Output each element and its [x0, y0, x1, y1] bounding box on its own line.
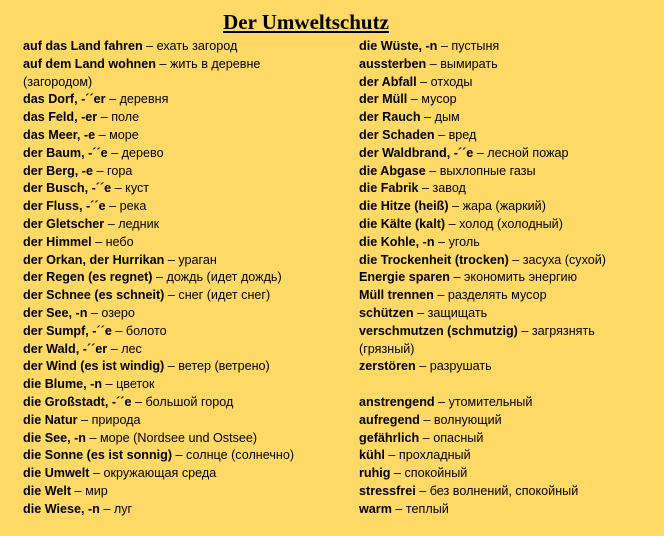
russian-translation: – холод (холодный)	[445, 216, 563, 231]
vocab-entry	[359, 38, 659, 56]
vocab-entry	[23, 252, 353, 270]
vocab-entry	[23, 145, 353, 163]
russian-translation: – мир	[71, 483, 108, 498]
russian-translation: – волнующий	[419, 412, 502, 427]
russian-translation: – дерево	[107, 145, 164, 160]
russian-translation: (загородом)	[23, 74, 93, 89]
russian-translation: – вред	[434, 127, 477, 142]
vocab-entry	[23, 412, 353, 430]
vocab-entry	[23, 109, 353, 127]
german-term: die Wüste, -n	[359, 39, 438, 53]
vocab-entry	[359, 483, 659, 501]
german-term: auf das Land fahren	[23, 39, 143, 53]
russian-translation: – разрушать	[415, 359, 492, 374]
german-term: das Meer, -e	[23, 127, 96, 142]
german-term: das Feld, -er	[23, 110, 98, 125]
vocab-entry	[23, 56, 353, 74]
russian-translation: – пустыня	[437, 39, 500, 53]
vocab-entry	[359, 394, 659, 412]
vocab-entry	[23, 358, 353, 376]
german-term: warm	[359, 501, 392, 516]
russian-translation: – окружающая среда	[89, 466, 217, 481]
german-term: die Welt	[23, 483, 72, 498]
russian-translation: – море	[95, 127, 139, 142]
vocab-entry	[23, 376, 353, 394]
german-term: der Rauch	[359, 110, 421, 125]
russian-translation: – засуха (сухой)	[508, 252, 606, 267]
russian-translation: – лесной пожар	[473, 145, 569, 160]
german-term: der Fluss, -´´e	[23, 199, 106, 214]
german-term: der Schnee (es schneit)	[23, 288, 165, 303]
vocab-entry	[23, 341, 353, 359]
german-term: der See, -n	[23, 305, 88, 320]
vocab-entry	[359, 198, 659, 216]
vocab-entry	[23, 234, 353, 252]
german-term: die See, -n	[23, 430, 86, 445]
german-term: der Müll	[359, 92, 408, 107]
german-term: ruhig	[359, 466, 391, 481]
vocab-entry	[359, 163, 659, 181]
vocab-entry	[359, 323, 659, 341]
german-term: die Blume, -n	[23, 377, 103, 392]
german-term: schützen	[359, 305, 414, 320]
russian-translation: – отходы	[416, 74, 473, 89]
german-term: der Waldbrand, -´´e	[359, 145, 474, 160]
russian-translation: – экономить энергию	[450, 270, 578, 285]
vocab-entry	[23, 305, 353, 323]
vocab-entry	[23, 483, 353, 501]
german-term: zerstören	[359, 359, 416, 374]
vocab-entry	[359, 145, 659, 163]
page-title: Der Umweltschutz	[223, 10, 389, 34]
russian-translation: – луг	[99, 501, 133, 516]
russian-translation: – большой город	[131, 394, 234, 409]
russian-translation: – ледник	[104, 216, 160, 231]
german-term: die Umwelt	[23, 466, 90, 481]
russian-translation: – ехать загород	[142, 39, 238, 53]
german-term: die Kälte (kalt)	[359, 216, 446, 231]
german-term: der Sumpf, -´´e	[23, 323, 112, 338]
vocab-entry	[359, 91, 659, 109]
german-term: verschmutzen (schmutzig)	[359, 323, 518, 338]
russian-translation: – разделять мусор	[433, 288, 547, 303]
vocab-entry	[359, 180, 659, 198]
russian-translation: – солнце (солнечно)	[172, 448, 295, 463]
german-term: auf dem Land wohnen	[23, 56, 156, 71]
russian-translation: – защищать	[413, 305, 488, 320]
vocab-entry	[359, 412, 659, 430]
russian-translation: – загрязнять	[517, 323, 595, 338]
russian-translation: – дождь (идет дождь)	[152, 270, 282, 285]
vocab-entry	[23, 91, 353, 109]
german-term: der Abfall	[359, 74, 417, 89]
german-term: der Gletscher	[23, 216, 105, 231]
german-term: anstrengend	[359, 394, 435, 409]
vocab-entry	[23, 163, 353, 181]
german-term: die Trockenheit (trocken)	[359, 252, 509, 267]
russian-translation: – мусор	[407, 92, 457, 107]
vocab-entry	[359, 109, 659, 127]
vocab-entry	[359, 341, 659, 359]
vocab-entry	[23, 127, 353, 145]
russian-translation: – жить в деревне	[155, 56, 261, 71]
vocab-entry	[359, 430, 659, 448]
russian-translation: – ураган	[164, 252, 217, 267]
russian-translation: – дым	[420, 110, 460, 125]
russian-translation: – лес	[107, 341, 142, 356]
vocab-entry	[359, 74, 659, 92]
vocab-entry	[23, 74, 353, 92]
german-term: der Baum, -´´e	[23, 145, 108, 160]
russian-translation: – утомительный	[434, 394, 533, 409]
vocab-entry	[359, 234, 659, 252]
vocab-column-left	[23, 38, 353, 519]
vocab-entry	[23, 430, 353, 448]
russian-translation: – выхлопные газы	[425, 163, 536, 178]
german-term: gefährlich	[359, 430, 420, 445]
russian-translation: – поле	[97, 110, 140, 125]
russian-translation: (грязный)	[359, 341, 415, 356]
vocab-entry	[23, 198, 353, 216]
german-term: der Schaden	[359, 127, 435, 142]
russian-translation: – снег (идет снег)	[164, 288, 271, 303]
vocab-entry	[359, 447, 659, 465]
german-term: Müll trennen	[359, 288, 434, 303]
russian-translation: – вымирать	[426, 56, 498, 71]
vocab-entry	[359, 358, 659, 376]
german-term: die Wiese, -n	[23, 501, 100, 516]
vocab-entry	[359, 127, 659, 145]
vocab-entry	[23, 447, 353, 465]
german-term: die Abgase	[359, 163, 426, 178]
russian-translation: – море (Nordsee und Ostsee)	[86, 430, 258, 445]
vocab-entry	[23, 323, 353, 341]
russian-translation: – уголь	[434, 234, 480, 249]
russian-translation: – прохладный	[384, 448, 471, 463]
vocab-entry	[23, 38, 353, 56]
russian-translation: – река	[105, 199, 147, 214]
vocab-entry	[23, 287, 353, 305]
vocab-entry	[359, 501, 659, 519]
russian-translation: – деревня	[105, 92, 169, 107]
german-term: das Dorf, -´´er	[23, 92, 106, 107]
russian-translation: – небо	[91, 234, 134, 249]
german-term: der Wind (es ist windig)	[23, 359, 165, 374]
german-term: der Wald, -´´er	[23, 341, 108, 356]
vocab-column-right	[359, 38, 659, 519]
vocab-entry	[23, 394, 353, 412]
vocab-entry	[23, 269, 353, 287]
vocab-entry	[23, 180, 353, 198]
german-term: kühl	[359, 448, 385, 463]
russian-translation: – цветок	[102, 377, 155, 392]
russian-translation: – куст	[111, 181, 150, 196]
german-term: Energie sparen	[359, 270, 450, 285]
russian-translation: – озеро	[87, 305, 135, 320]
russian-translation: – завод	[418, 181, 466, 196]
german-term: stressfrei	[359, 483, 416, 498]
vocab-entry	[359, 216, 659, 234]
vocab-entry	[359, 269, 659, 287]
vocab-entry	[359, 287, 659, 305]
russian-translation: – теплый	[391, 501, 449, 516]
vocab-entry	[359, 252, 659, 270]
vocab-entry	[23, 465, 353, 483]
german-term: der Busch, -´´e	[23, 181, 112, 196]
russian-translation: – природа	[77, 412, 141, 427]
german-term: der Berg, -e	[23, 163, 93, 178]
german-term: die Kohle, -n	[359, 234, 435, 249]
vocab-entry	[23, 216, 353, 234]
vocab-entry	[359, 305, 659, 323]
german-term: die Sonne (es ist sonnig)	[23, 448, 173, 463]
russian-translation: – опасный	[419, 430, 484, 445]
german-term: die Natur	[23, 412, 78, 427]
vocab-entry	[359, 56, 659, 74]
russian-translation: – болото	[111, 323, 167, 338]
german-term: der Regen (es regnet)	[23, 270, 153, 285]
german-term: der Orkan, der Hurrikan	[23, 252, 165, 267]
vocab-entry	[23, 501, 353, 519]
german-term: die Fabrik	[359, 181, 419, 196]
russian-translation: – спокойный	[390, 466, 468, 481]
vocab-entry	[359, 465, 659, 483]
russian-translation: – ветер (ветрено)	[164, 359, 270, 374]
german-term: aussterben	[359, 56, 427, 71]
russian-translation: – без волнений, спокойный	[415, 483, 579, 498]
russian-translation: – жара (жаркий)	[448, 199, 546, 214]
german-term: die Hitze (heiß)	[359, 199, 449, 214]
german-term: die Großstadt, -´´e	[23, 394, 132, 409]
spacer	[359, 376, 659, 394]
russian-translation: – гора	[93, 163, 133, 178]
german-term: aufregend	[359, 412, 420, 427]
german-term: der Himmel	[23, 234, 92, 249]
